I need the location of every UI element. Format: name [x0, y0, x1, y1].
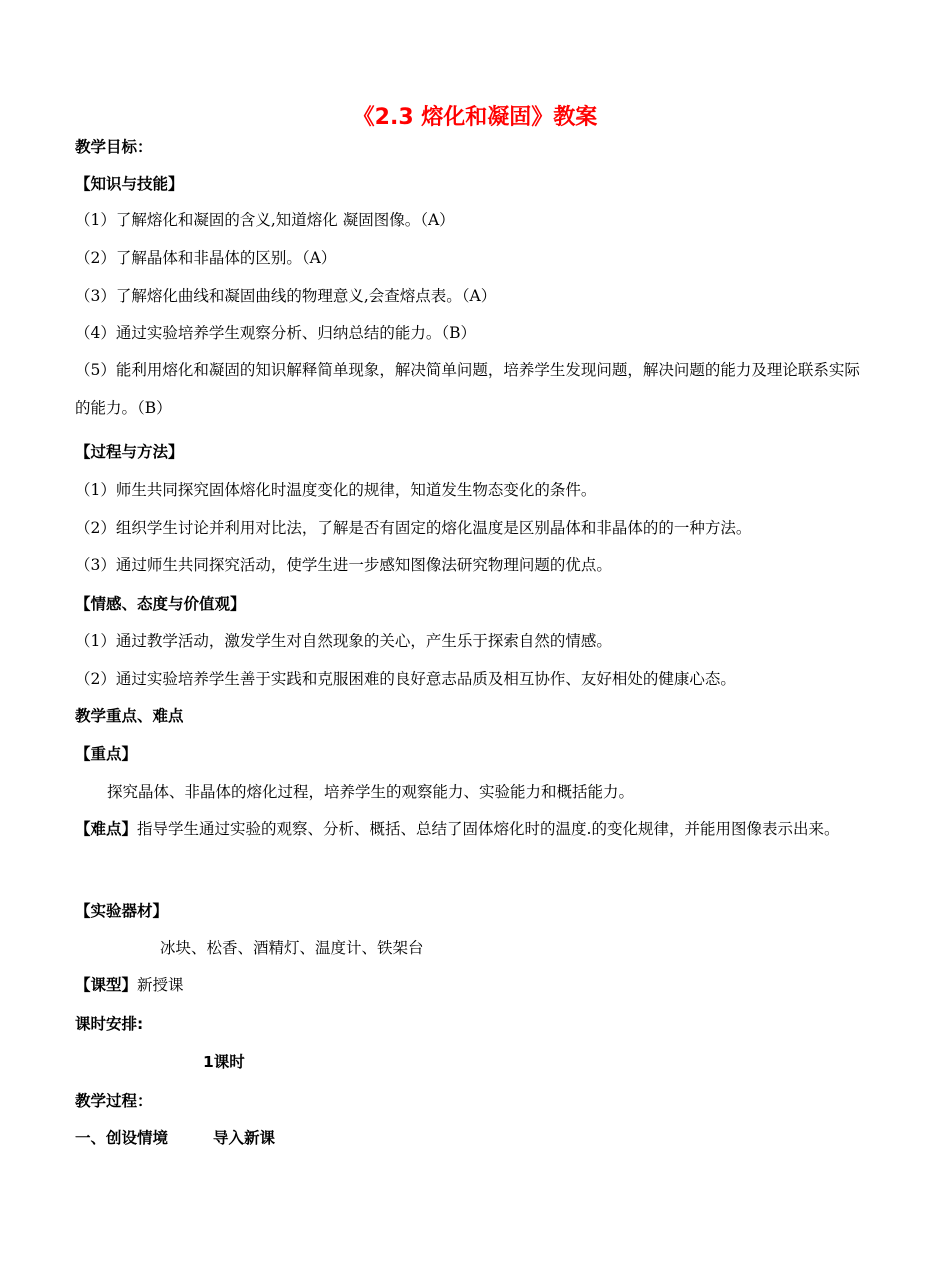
emotion-heading: 【情感、态度与价值观】 [75, 595, 246, 613]
key-heading: 【重点】 [75, 745, 138, 763]
process-item-1: （1）师生共同探究固体熔化时温度变化的规律，知道发生物态变化的条件。 [75, 481, 597, 499]
schedule-heading: 课时安排: [75, 1015, 144, 1033]
teaching-process-heading: 教学过程： [75, 1092, 153, 1110]
process-heading: 【过程与方法】 [75, 443, 184, 461]
difficult-heading: 【难点】 [75, 820, 138, 838]
knowledge-item-1: （1）了解熔化和凝固的含义,知道熔化 凝固图像。（A） [75, 211, 455, 229]
lesson-type-line [75, 973, 184, 997]
knowledge-item-3: （3）了解熔化曲线和凝固曲线的物理意义,会查熔点表。（A） [75, 287, 497, 305]
schedule-text: 1课时 [203, 1053, 245, 1071]
lesson-type-heading: 【课型】 [75, 976, 138, 994]
difficult-text: 指导学生通过实验的观察、分析、概括、总结了固体熔化时的温度.的变化规律，并能用图像表示出来。 [137, 820, 840, 838]
key-points-heading: 教学重点、难点 [75, 707, 184, 725]
process-item-2: （2）组织学生讨论并利用对比法，了解是否有固定的熔化温度是区别晶体和非晶体的的一种方法。 [75, 519, 752, 537]
section1-text: 导入新课 [213, 1129, 276, 1147]
emotion-item-1: （1）通过教学活动，激发学生对自然现象的关心，产生乐于探索自然的情感。 [75, 632, 612, 650]
lesson-type-text: 新授课 [137, 976, 184, 994]
emotion-item-2: （2）通过实验培养学生善于实践和克服困难的良好意志品质及相互协作、友好相处的健康心态。 [75, 670, 736, 688]
goals-heading: 教学目标： [75, 138, 153, 156]
process-item-3: （3）通过师生共同探究活动，使学生进一步感知图像法研究物理问题的优点。 [75, 556, 612, 574]
document-title: 《2.3 熔化和凝固》教案 [352, 105, 598, 130]
section1-label: 一、创设情境 [75, 1129, 169, 1147]
knowledge-item-2: （2）了解晶体和非晶体的区别。（A） [75, 249, 337, 267]
equipment-text: 冰块、松香、酒精灯、温度计、铁架台 [160, 939, 424, 957]
knowledge-item-5: （5）能利用熔化和凝固的知识解释简单现象，解决简单问题，培养学生发现问题，解决问题的能力及理论联系实际的能力。（B） [75, 361, 860, 417]
knowledge-heading: 【知识与技能】 [75, 175, 184, 193]
knowledge-item-4: （4）通过实验培养学生观察分析、归纳总结的能力。（B） [75, 324, 477, 342]
equipment-heading: 【实验器材】 [75, 902, 169, 920]
difficult-paragraph [75, 810, 865, 848]
key-text: 探究晶体、非晶体的熔化过程，培养学生的观察能力、实验能力和概括能力。 [107, 783, 635, 801]
